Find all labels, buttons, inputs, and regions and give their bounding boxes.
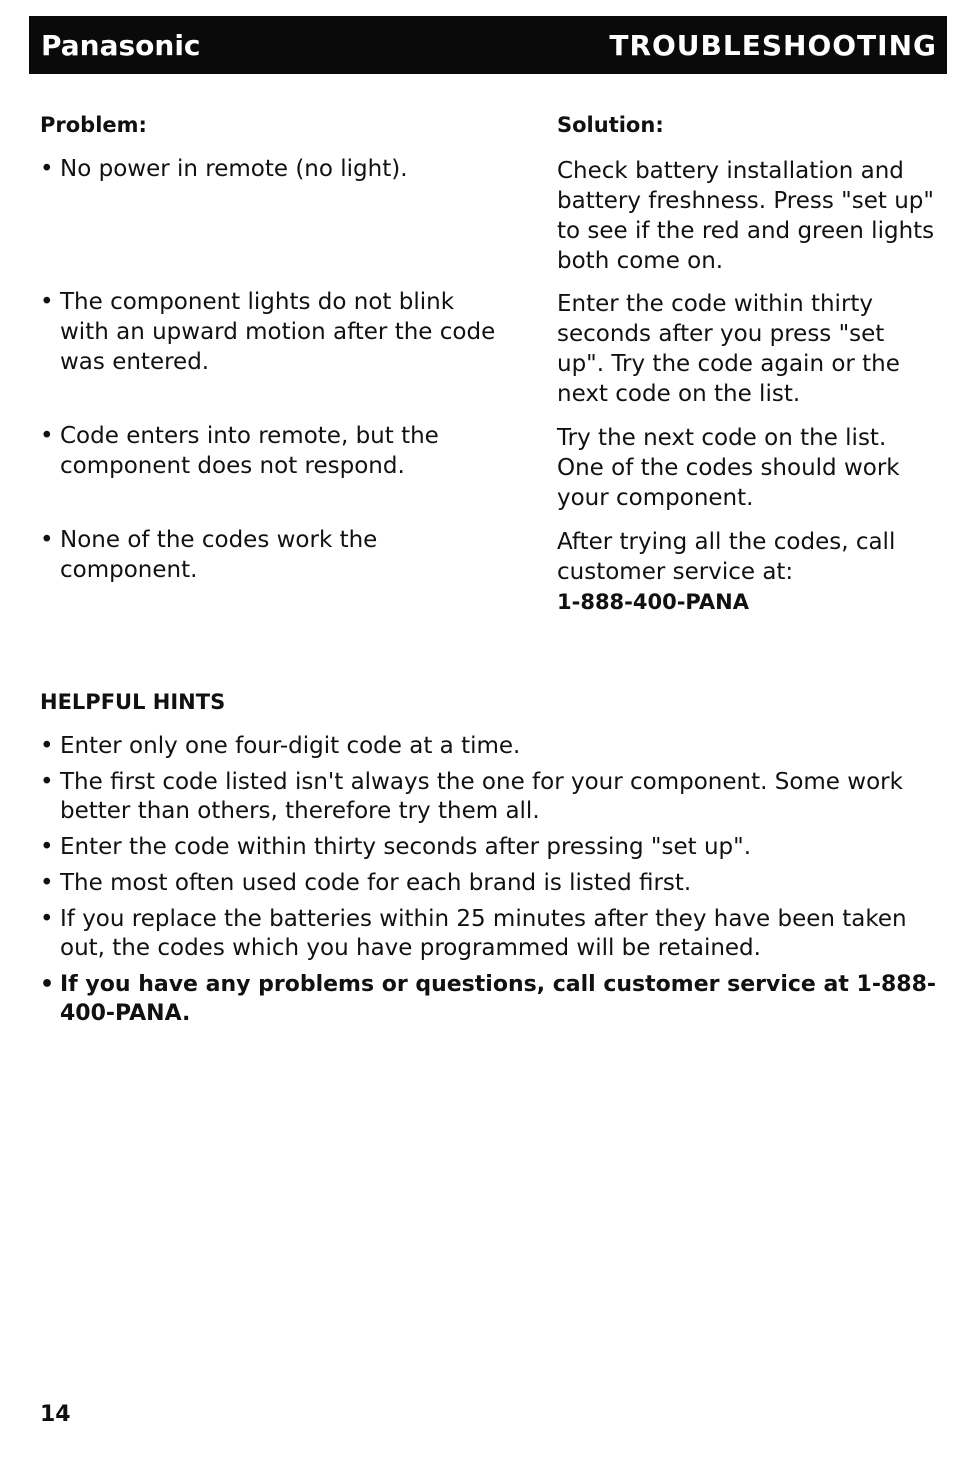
problem-text: No power in remote (no light). (60, 156, 408, 182)
solution-text: After trying all the codes, call customer service at: (557, 529, 896, 585)
bullet-icon: • (40, 972, 55, 997)
hint-item (40, 905, 940, 963)
hint-item (40, 833, 940, 862)
bullet-icon: • (40, 423, 54, 449)
solution-column-heading: Solution: (557, 113, 664, 137)
problem-text: Code enters into remote, but the component does not respond. (60, 423, 439, 479)
hint-text: The most often used code for each brand is listed first. (60, 870, 692, 896)
hint-item (40, 869, 940, 898)
solution-text: Enter the code within thirty seconds after you press "set up". Try the code again or the next code on the list. (557, 291, 900, 407)
solution-item (557, 289, 937, 409)
solution-item (557, 156, 937, 276)
bullet-icon: • (40, 527, 54, 553)
problem-text: None of the codes work the component. (60, 527, 378, 583)
bullet-icon: • (40, 733, 54, 759)
bullet-icon: • (40, 834, 54, 860)
hint-text: Enter only one four-digit code at a time. (60, 733, 521, 759)
page-header (29, 16, 947, 74)
hint-text: If you have any problems or questions, call customer service at 1-888-400-PANA. (60, 972, 937, 1026)
solution-item (557, 423, 937, 513)
bullet-icon: • (40, 769, 54, 795)
solution-item (557, 527, 937, 617)
helpful-hints-list (40, 732, 940, 1035)
helpful-hints-heading: HELPFUL HINTS (40, 690, 226, 714)
bullet-icon: • (40, 870, 54, 896)
hint-text: Enter the code within thirty seconds after pressing "set up". (60, 834, 752, 860)
hint-item (40, 732, 940, 761)
problem-text: The component lights do not blink with an upward motion after the code was entered. (60, 289, 496, 375)
hint-text: If you replace the batteries within 25 minutes after they have been taken out, the codes which you have programmed will be retained. (60, 906, 907, 961)
solution-text: Try the next code on the list. One of the codes should work your component. (557, 425, 900, 511)
customer-service-phone: 1-888-400-PANA (557, 590, 749, 614)
problem-item (40, 525, 500, 585)
brand-name: Panasonic (41, 28, 201, 62)
problem-item (40, 287, 500, 377)
hint-item (40, 970, 940, 1028)
hint-text: The first code listed isn't always the one for your component. Some work better than others, therefore try them all. (60, 769, 903, 824)
section-title: TROUBLESHOOTING (609, 28, 937, 62)
page-number: 14 (40, 1402, 71, 1427)
bullet-icon: • (40, 906, 54, 932)
bullet-icon: • (40, 289, 54, 315)
problem-item (40, 421, 500, 481)
problem-column-heading: Problem: (40, 113, 147, 137)
hint-item (40, 768, 940, 826)
solution-text: Check battery installation and battery freshness. Press "set up" to see if the red and green lights both come on. (557, 158, 935, 274)
problem-item (40, 154, 500, 184)
bullet-icon: • (40, 156, 54, 182)
